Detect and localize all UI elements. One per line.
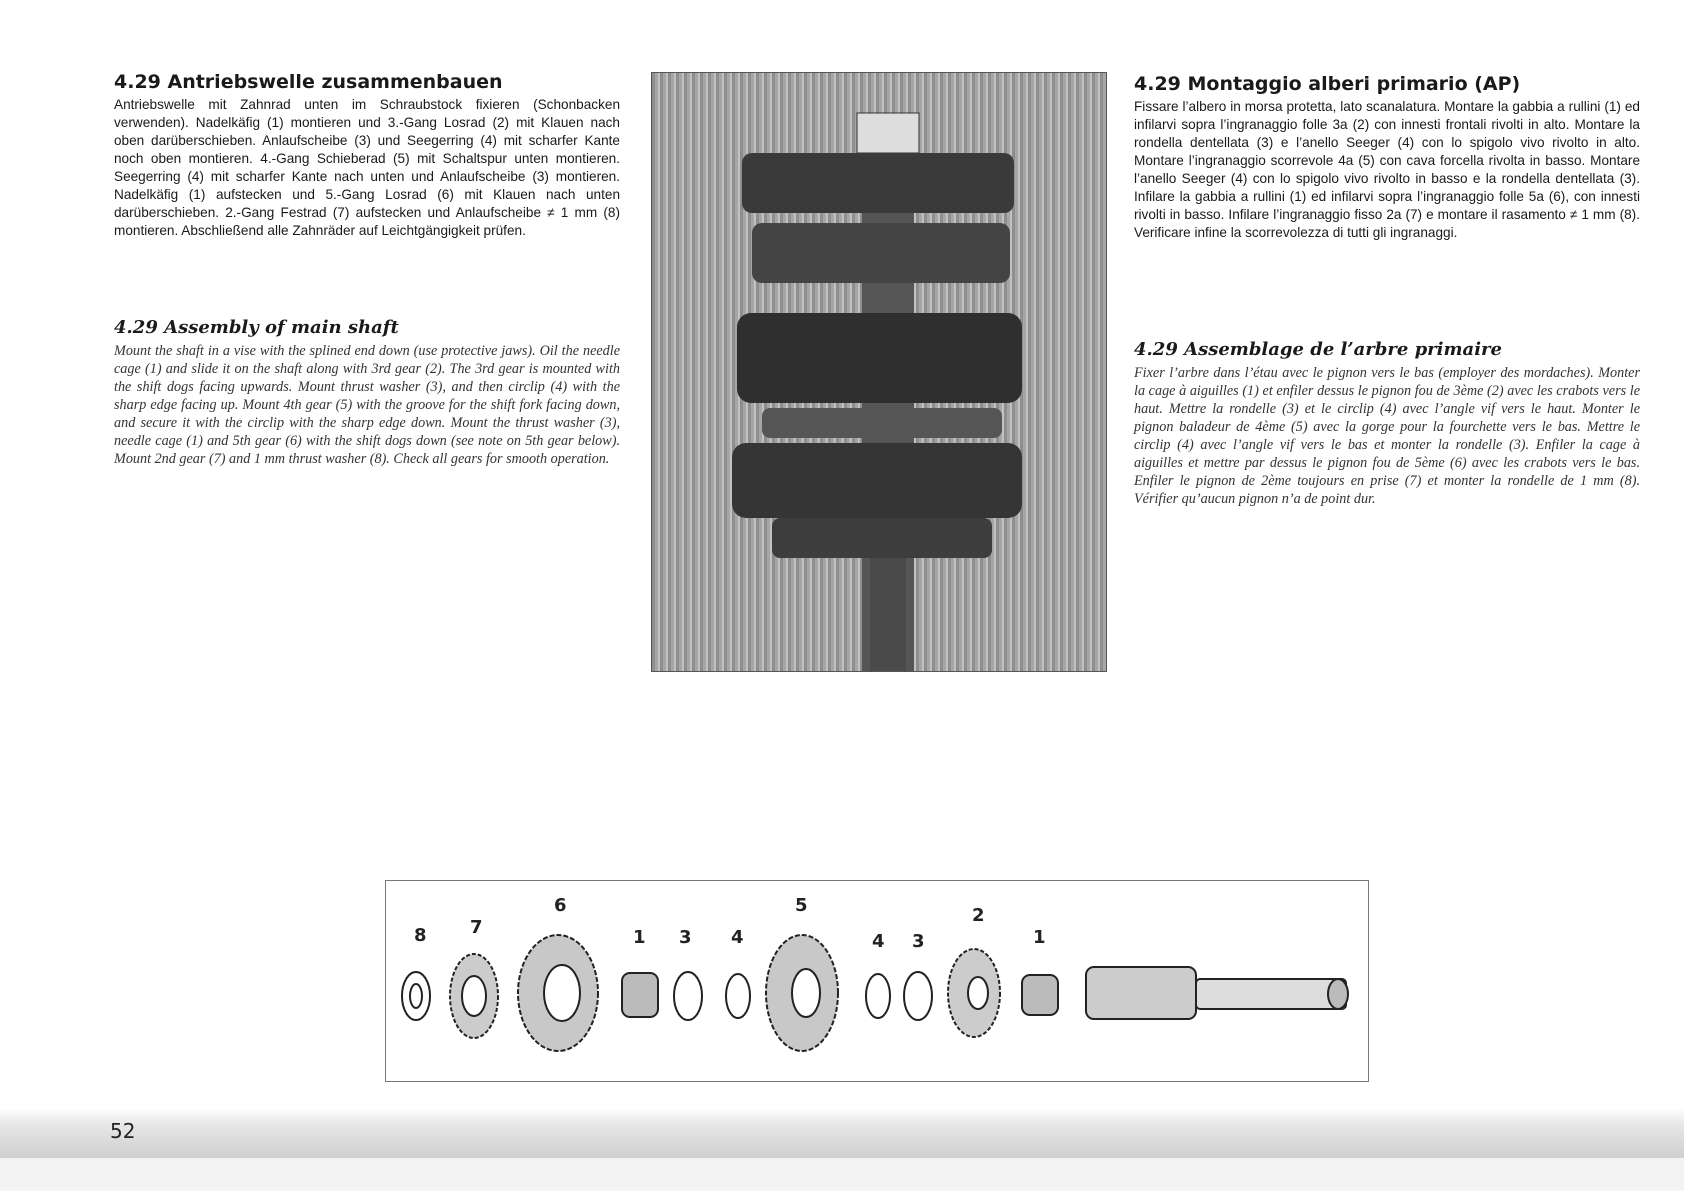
- exploded-view-drawing: [386, 881, 1368, 1081]
- section-title: 4.29 Assemblage de l’arbre primaire: [1134, 339, 1502, 360]
- page-number: 52: [110, 1119, 136, 1143]
- section-italian: [1134, 72, 1640, 242]
- section-title: 4.29 Antriebswelle zusammenbauen: [114, 71, 503, 93]
- exploded-shaft-diagram: [385, 880, 1369, 1082]
- part-label: 4: [731, 927, 744, 948]
- section-french: [1134, 338, 1640, 508]
- part-label: 8: [414, 925, 427, 946]
- section-title: 4.29 Montaggio alberi primario (AP): [1134, 73, 1521, 95]
- part-label: 6: [554, 895, 567, 916]
- gearbox-shaft-photo: [651, 72, 1107, 672]
- section-text: Mount the shaft in a vise with the splined end down (use protective jaws). Oil the needle cage (1) and slide it on the shaft along with 3rd gear (2). The 3rd gear is mounted with the shift dogs facing upwards. Mount thrust washer (3), and then circlip (4) with the sharp edge facing up. Mount 4th gear (5) with the groove for the shift fork facing down, and secure it with the circlip with the sharp edge down. Mount the thrust washer (3), needle cage (1) and 5th gear (6) with the shift dogs down (see note on 5th gear below). Mount 2nd gear (7) and 1 mm thrust washer (8). Check all gears for smooth operation.: [114, 343, 620, 467]
- part-label: 3: [912, 931, 925, 952]
- section-english: [114, 316, 620, 468]
- part-label: 7: [470, 917, 483, 938]
- section-text: Fixer l’arbre dans l’étau avec le pignon vers le bas (employer des mordaches). Monter la cage à aiguilles (1) et enfiler dessus le pignon fou de 3ème (2) avec les crabots vers le haut. Mettre la rondelle (3) et le circlip (4) avec l’angle vif vers le haut. Monter le pignon baladeur de 4ème (5) avec la gorge pour la fourchette vers le bas. Mettre le circlip (4) avec l’angle vif vers le bas et monter la rondelle (3). Enfiler la cage à aiguilles et mettre par dessus le pignon fou de 5ème (6) avec les crabots vers le bas. Enfiler le pignon de 2ème toujours en prise (7) et monter la rondelle de 1 mm (8). Vérifier qu’aucun pignon n’a de point dur.: [1134, 365, 1640, 507]
- part-label: 1: [1033, 927, 1046, 948]
- page-footer-band: [0, 1108, 1684, 1158]
- part-label: 4: [872, 931, 885, 952]
- part-label: 1: [633, 927, 646, 948]
- page-footer-bottom: [0, 1158, 1684, 1191]
- section-text: Antriebswelle mit Zahnrad unten im Schraubstock fixieren (Schonbacken verwenden). Nadelkäfig (1) montieren und 3.-Gang Losrad (2) mit Klauen nach oben darüberschieben. Anlaufscheibe (3) und Seegerring (4) mit scharfer Kante noch oben montieren. 4.-Gang Schieberad (5) mit Schaltspur unten montieren. Seegerring (4) mit scharfer Kante nach unten und Anlaufscheibe (3) montieren. Nadelkäfig (1) aufstecken und 5.-Gang Losrad (6) mit Klauen nach unten darüberschieben. 2.-Gang Festrad (7) aufstecken und Anlaufscheibe ≠ 1 mm (8) montieren. Abschließend alle Zahnräder auf Leichtgängigkeit prüfen.: [114, 97, 620, 238]
- section-german: [114, 70, 620, 240]
- shaft-photo-illustration: [652, 73, 1106, 671]
- part-label: 5: [795, 895, 808, 916]
- part-label: 2: [972, 905, 985, 926]
- section-title: 4.29 Assembly of main shaft: [114, 317, 399, 338]
- section-text: Fissare l’albero in morsa protetta, lato scanalatura. Montare la gabbia a rullini (1) ed infilarvi sopra l’ingranaggio folle 3a (2) con innesti frontali rivolti in alto. Montare la rondella dentellata (3) e l’anello Seeger (4) con lo spigolo vivo rivolto in alto. Montare l’ingranaggio scorrevole 4a (5) con cava forcella rivolta in basso. Montare l’anello Seeger (4) con lo spigolo vivo rivolto in basso e la rondella dentellata (3). Infilare la gabbia a rullini (1) ed infilarvi sopra l’ingranaggio folle 5a (6), con innesti rivolti in basso. Infilare l’ingranaggio fisso 2a (7) e montare il rasamento ≠ 1 mm (8). Verificare infine la scorrevolezza di tutti gli ingranaggi.: [1134, 99, 1640, 240]
- part-label: 3: [679, 927, 692, 948]
